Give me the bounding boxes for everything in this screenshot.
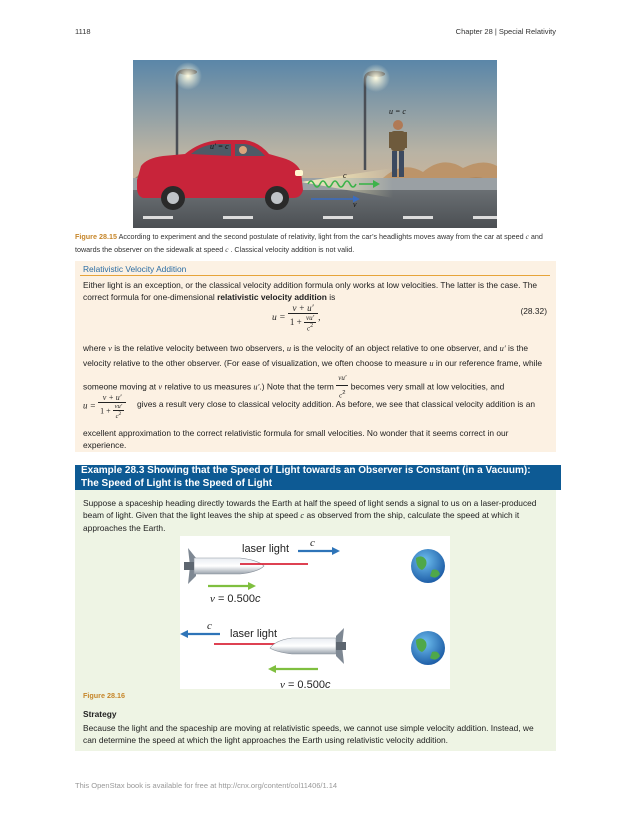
figure-28-16-label: Figure 28.16 bbox=[83, 691, 125, 700]
callout-title: Relativistic Velocity Addition bbox=[83, 264, 187, 274]
figure-28-15-illustration bbox=[133, 60, 497, 228]
inline-equation: u = v + u′ 1 + $\frac{vu'}{c^2}$ bbox=[83, 393, 126, 420]
c-label-bottom: c bbox=[207, 620, 212, 632]
earth-icon-top bbox=[411, 549, 445, 583]
page-number: 1118 bbox=[75, 27, 91, 36]
chapter-title: Chapter 28 | Special Relativity bbox=[455, 27, 556, 36]
c-label: c bbox=[343, 171, 347, 180]
laser-light-label-top: laser light bbox=[242, 543, 290, 555]
laser-light-label-bottom: laser light bbox=[230, 628, 278, 640]
equation-number: (28.32) bbox=[520, 306, 547, 316]
footer-text: This OpenStax book is available for free at http://cnx.org/content/col11406/1.14 bbox=[75, 781, 338, 790]
u-label: u = c bbox=[389, 107, 406, 116]
strategy-text: Because the light and the spaceship are moving at relativistic speeds, we cannot use simple velocity addition. Instead, we can determine the speed at which the light approaches the Earth using relativistic velocity addition. bbox=[83, 723, 534, 745]
callout-divider bbox=[80, 275, 550, 276]
u-prime-label: u′ = c bbox=[210, 142, 229, 151]
callout-paragraph-2: where v is the relative velocity between two observers, u is the velocity of an object relative to one observer, and u′ is the velocity relative to the other observer. (For ease of visualization, we often choose to measure u in our reference frame, while someone moving at v relative to us measures u′.) Note that the term $\frac{vu'}{c^2}$ becomes very small at low velocities, and bbox=[83, 343, 543, 400]
equation-28-32: u = v + u′ 1 + $\frac{vu'}{c^2}$ , bbox=[272, 303, 321, 333]
v-equation-top: v = 0.500c bbox=[210, 593, 261, 605]
example-problem-text: Suppose a spaceship heading directly towards the Earth at half the speed of light sends a signal to us on a laser-produced beam of light. Given that the light leaves the ship at speed c as observed from the ship, calculate the speed at which it approaches the Earth. bbox=[83, 498, 537, 533]
strategy-heading: Strategy bbox=[83, 709, 117, 719]
callout-paragraph-3-line-2: excellent approximation to the correct relativistic formula for small velocities. No wonder that it seems correct in our experience. bbox=[83, 428, 509, 450]
callout-paragraph-3-line-1: gives a result very close to classical velocity addition. As before, we see that classical velocity addition is an bbox=[137, 399, 536, 409]
example-28-3-title: Example 28.3 Showing that the Speed of Light towards an Observer is Constant (in a Vacuum): The Speed of Light is the Speed of Light bbox=[75, 465, 561, 490]
figure-28-15-caption: Figure 28.15 According to experiment and the second postulate of relativity, light from the car’s headlights moves away from the car at speed c and towards the observer on the sidewalk at speed c . Classical velocity addition is not valid. bbox=[75, 232, 543, 254]
callout-paragraph-1: Either light is an exception, or the classical velocity addition formula only works at low velocities. The latter is the case. The correct formula for one-dimensional relativistic velocity addition is bbox=[83, 280, 538, 302]
figure-28-16-illustration bbox=[180, 536, 450, 689]
v-label: v bbox=[353, 200, 357, 209]
earth-icon-bottom bbox=[411, 631, 445, 665]
v-equation-bottom: v = 0.500c bbox=[280, 679, 331, 689]
c-label-top: c bbox=[310, 537, 315, 549]
